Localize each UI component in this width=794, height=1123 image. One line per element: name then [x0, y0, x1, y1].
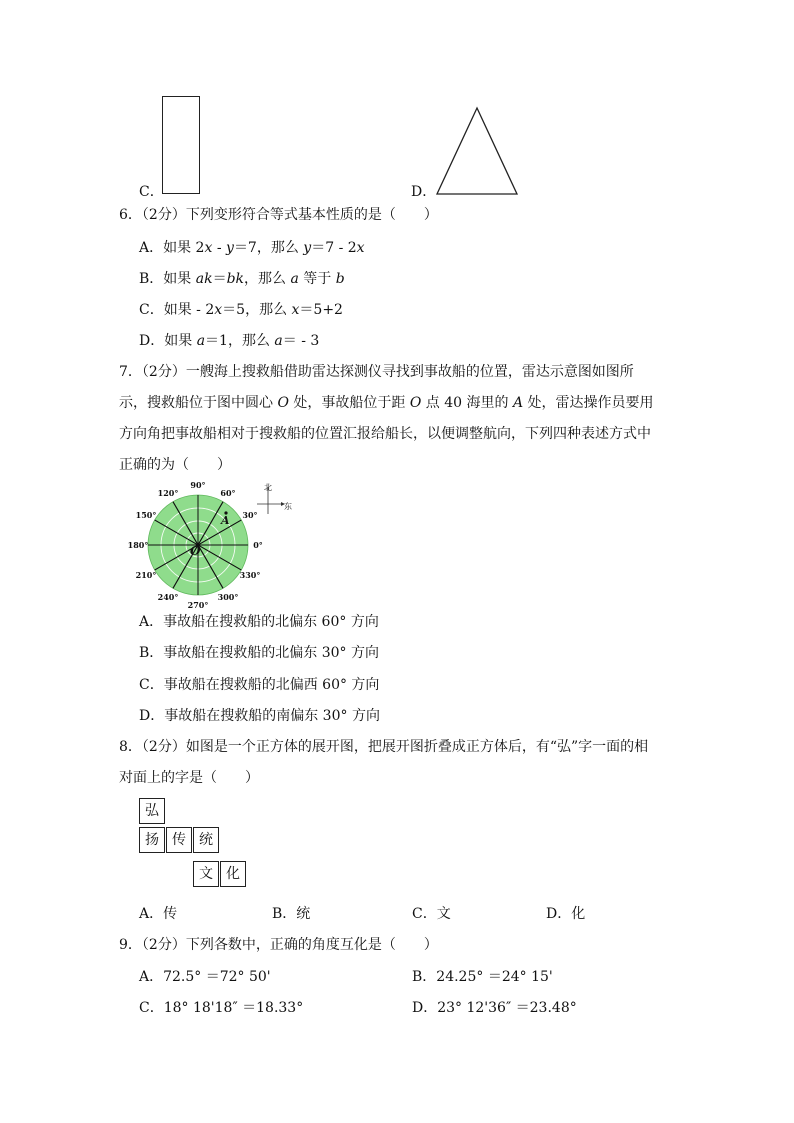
compass-east-label: 东	[284, 502, 292, 511]
radar-angle-label-60: 60°	[220, 488, 236, 498]
radar-angle-label-90: 90°	[190, 480, 206, 490]
radar-angle-label-120: 120°	[157, 488, 179, 498]
q6-option-c: C．如果 - 2x＝5，那么 x＝5+2	[139, 302, 343, 318]
q8-option-d: D．化	[546, 906, 586, 922]
q9-option-b: B．24.25° ＝24° 15'	[412, 969, 553, 985]
net-cell-tong: 统	[193, 827, 219, 853]
q6-option-d: D．如果 a＝1，那么 a＝ - 3	[139, 333, 320, 349]
radar-angle-label-330: 330°	[239, 570, 261, 580]
compass-north-label: 北	[264, 483, 272, 492]
net-cell-hua: 化	[220, 861, 246, 887]
q8-option-c: C．文	[412, 906, 451, 922]
q9-option-a: A．72.5° ＝72° 50'	[139, 969, 271, 985]
net-cell-hong: 弘	[139, 798, 165, 824]
q7-option-c: C．事故船在搜救船的北偏西 60° 方向	[139, 677, 380, 693]
q7-option-d: D．事故船在搜救船的南偏东 30° 方向	[139, 708, 380, 724]
radar-angle-label-240: 240°	[157, 592, 179, 602]
radar-angle-label-30: 30°	[242, 510, 258, 520]
radar-angle-label-300: 300°	[217, 592, 239, 602]
q5-option-c-label: C．	[139, 184, 164, 200]
q5-option-c-rectangle	[162, 96, 200, 194]
q7-radar-diagram	[127, 480, 298, 612]
q6-stem: 6．（2分）下列变形符合等式基本性质的是（ ）	[119, 207, 438, 223]
radar-angle-label-180: 180°	[127, 540, 149, 550]
q6-option-a: A．如果 2x - y＝7，那么 y＝7 - 2x	[139, 240, 365, 256]
q7-option-a: A．事故船在搜救船的北偏东 60° 方向	[139, 614, 379, 630]
q9-option-d: D．23° 12'36″ ＝23.48°	[412, 1000, 577, 1016]
radar-label-o: O	[190, 544, 201, 558]
q9-option-c: C．18° 18'18″ ＝18.33°	[139, 1000, 304, 1016]
q8-option-a: A．传	[139, 906, 178, 922]
radar-angle-label-210: 210°	[135, 570, 157, 580]
radar-label-a: A	[221, 514, 230, 527]
q7-option-b: B．事故船在搜救船的北偏东 30° 方向	[139, 645, 380, 661]
q8-stem: 8．（2分）如图是一个正方体的展开图，把展开图折叠成正方体后，有“弘”字一面的相对面上的字是（ ）	[119, 739, 649, 786]
q6-option-b: B．如果 ak＝bk，那么 a 等于 b	[139, 271, 345, 287]
q5-option-d-triangle	[434, 106, 522, 198]
net-cell-wen: 文	[193, 861, 219, 887]
radar-angle-label-270: 270°	[187, 600, 209, 610]
q9-stem: 9．（2分）下列各数中，正确的角度互化是（ ）	[119, 937, 438, 953]
radar-angle-label-0: 0°	[253, 540, 263, 550]
net-cell-yang: 扬	[139, 827, 165, 853]
net-cell-chuan: 传	[166, 827, 192, 853]
radar-angle-label-150: 150°	[135, 510, 157, 520]
q8-option-b: B．统	[272, 906, 311, 922]
q5-option-d-label: D．	[411, 184, 437, 200]
q7-stem: 7．（2分）一艘海上搜救船借助雷达探测仪寻找到事故船的位置，雷达示意图如图所示，搜救船位于图中圆心 O 处，事故船位于距 O 点 40 海里的 A 处，雷达操作员要用方向角把事故船相对于搜救船的位置汇报给船长，以便调整航向，下列四种表述方式中正确的为（ ）	[119, 364, 654, 473]
